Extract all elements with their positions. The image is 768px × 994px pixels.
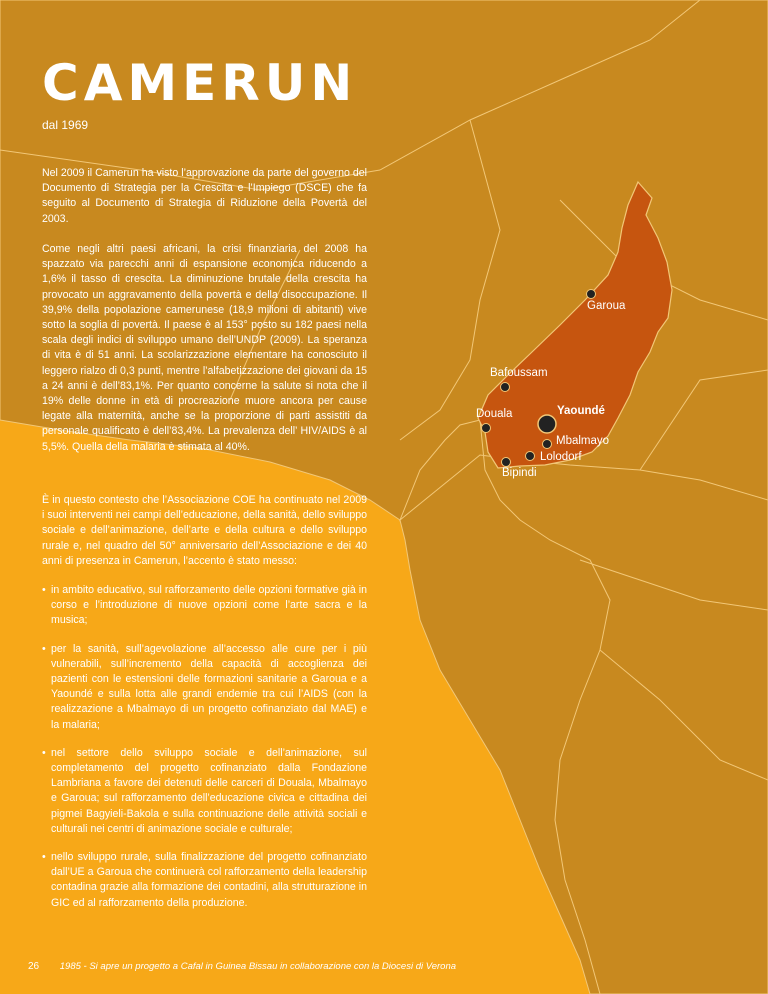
bullet-health: • per la sanità, sull’agevolazione all’accesso alle cure per i più vulnerabili, sull’incremento della capacità di accoglienza dei pazienti con le estensioni delle formazioni sanitarie a Garoua e a Yaoundé e sulla lotta alle grandi endemie tra cui l’AIDS (con la realizzazione a Mbalmayo di un progetto cofinanziato dal MAE) e la malaria; (42, 642, 367, 733)
bafoussam-dot (501, 383, 510, 392)
page-number: 26 (28, 961, 40, 972)
bullet-list (42, 583, 367, 911)
yaounde-dot (538, 415, 556, 433)
paragraph-2: Come negli altri paesi africani, la crisi finanziaria del 2008 ha spazzato via parecchi anni di espansione economica riducendo a 1,6% il tasso di crescita. La diminuzione brutale della crescita ha provocato un aggravamento della povertà e della disoccupazione. Il 39,9% della popolazione camerunese (18,9 milioni di abitanti) vive sotto la soglia di povertà. Il paese è al 153° posto su 182 paesi nella scala degli indici di sviluppo umano dell’UNDP (2009). La speranza di vita è di 51 anni. La scolarizzazione elementare ha conosciuto il leggero rialzo di 0,3 punti, mentre l’alfabetizzazione dei giovani da 15 a 24 anni è dell’83,1%. Per quanto concerne la salute si nota che il 19% delle donne in età di procreazione muore ancora per cause legate alla maternità, anche se la proporzione di parti assistiti da personale qualificato è dell’83,4%. La prevalenza dell’ HIV/AIDS è al 5,5%. Quella della malaria è stimata al 40%. (42, 243, 367, 453)
city-label-bafoussam: Bafoussam (490, 367, 548, 379)
city-label-yaounde: Yaoundé (557, 405, 605, 417)
city-label-mbalmayo: Mbalmayo (556, 435, 610, 447)
garoua-dot (587, 290, 596, 299)
context-paragraph-block (42, 242, 367, 469)
page-title: CAMERUN (42, 54, 358, 112)
bipindi-dot (502, 458, 511, 467)
lolodorf-dot (526, 452, 535, 461)
bullet-rural: • nello sviluppo rurale, sulla finalizzazione del progetto cofinanziato dall’UE a Garoua che continuerà col rafforzamento della leadership contadina grazie alla formazione dei contadini, alla strutturazione in GIC ed al rafforzamento della produzione. (42, 850, 367, 911)
paragraph-3: È in questo contesto che l’Associazione COE ha continuato nel 2009 i suoi interventi nei campi dell’educazione, della sanità, dello sviluppo sociale e dell’animazione, dell’arte e della cultura e dello sviluppo rurale e, nel quadro del 50° anniversario dell’Associazione e dei 40 anni di presenza in Camerun, l’accento è stato messo: (42, 494, 367, 567)
main-text-block (42, 493, 367, 924)
city-label-garoua: Garoua (587, 300, 626, 312)
bullet-social: • nel settore dello sviluppo sociale e dell’animazione, sul completamento del progetto cofinanziato dalla Fondazione Lambriana a favore dei detenuti delle carceri di Douala, Mbalmayo e Garoua; sul rafforzamento dell’educazione civica e cittadina dei pigmei Bagyieli-Bakola e sulla continuazione delle attività sociali e culturali nei centri di animazione sociale e culturale; (42, 746, 367, 837)
city-label-douala: Douala (476, 408, 513, 420)
page-subtitle: dal 1969 (42, 118, 89, 132)
mbalmayo-dot (543, 440, 552, 449)
douala-dot (482, 424, 491, 433)
paragraph-1: Nel 2009 il Camerun ha visto l’approvazione da parte del governo del Documento di Strategia per la Crescita e l’Impiego (DSCE) che fa seguito al Documento di Strategia di Riduzione della Povertà del 2003. (42, 167, 367, 225)
city-label-lolodorf: Lolodorf (540, 451, 582, 463)
page-footer (28, 961, 456, 972)
bullet-education: • in ambito educativo, sul rafforzamento delle opzioni formative già in corso e l’introduzione di nuove opzioni come l’arte sacra e la musica; (42, 583, 367, 629)
footer-note: 1985 - Si apre un progetto a Cafal in Guinea Bissau in collaborazione con la Diocesi di Verona (59, 961, 457, 972)
city-label-bipindi: Bipindi (502, 467, 537, 479)
intro-paragraph-block (42, 166, 367, 241)
